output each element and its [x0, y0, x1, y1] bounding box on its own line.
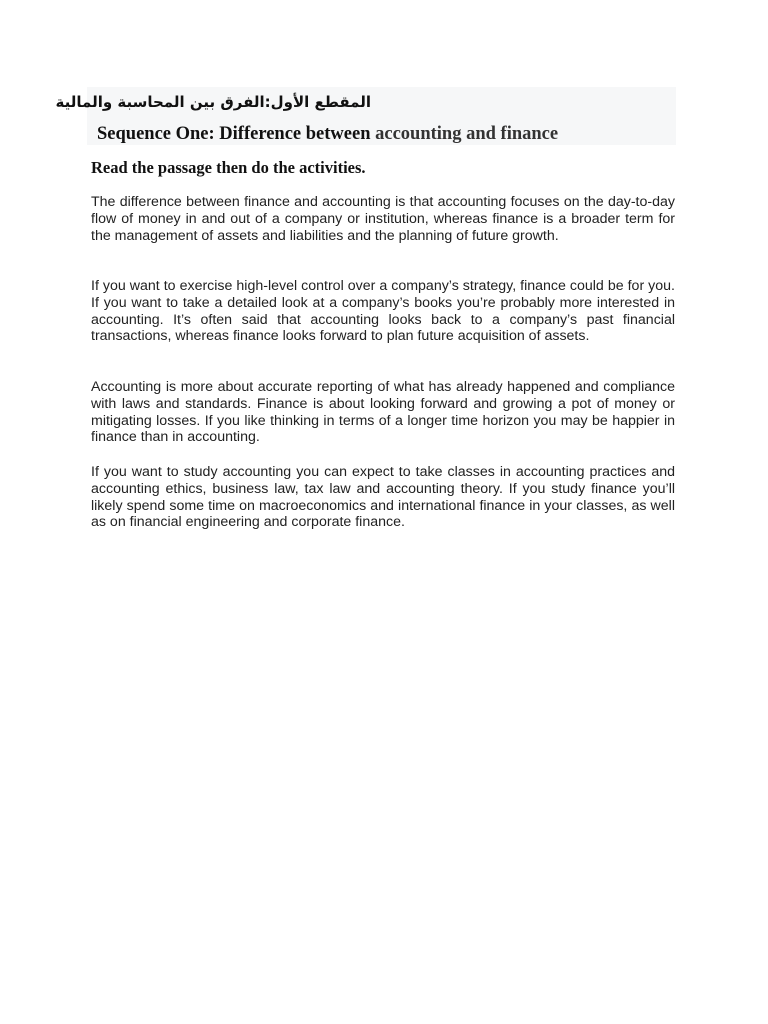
english-title-part1: Sequence One: Difference between — [97, 124, 376, 144]
paragraph-3: Accounting is more about accurate reporting of what has already happened and compliance with laws and standards. Finance is about looking forward and growing a pot of money or mitigating losses. If you like thinking in terms of a longer time horizon you may be happier in finance than in accounting. — [91, 379, 675, 446]
instruction-text: Read the passage then do the activities. — [91, 158, 366, 177]
paragraph-4: If you want to study accounting you can expect to take classes in accounting practices and accounting ethics, business law, tax law and accounting theory. If you study finance you’ll likely spend some time on macroeconomics and international finance in your classes, as well as on financial engineering and corporate finance. — [91, 464, 675, 531]
english-title-part2: accounting and finance — [375, 124, 559, 144]
paragraph-1: The difference between finance and accounting is that accounting focuses on the day-to-day flow of money in and out of a company or institution, whereas finance is a broader term for the management of assets and liabilities and the planning of future growth. — [91, 194, 675, 244]
english-title — [97, 122, 558, 146]
paragraph-2: If you want to exercise high-level control over a company’s strategy, finance could be for you. If you want to take a detailed look at a company’s books you’re probably more interested in accounting. It’s often said that accounting looks back to a company’s past financial transactions, whereas finance looks forward to plan future acquisition of assets. — [91, 278, 675, 345]
arabic-title: المقطع الأول:الفرق بين المحاسبة والمالية — [55, 93, 371, 111]
